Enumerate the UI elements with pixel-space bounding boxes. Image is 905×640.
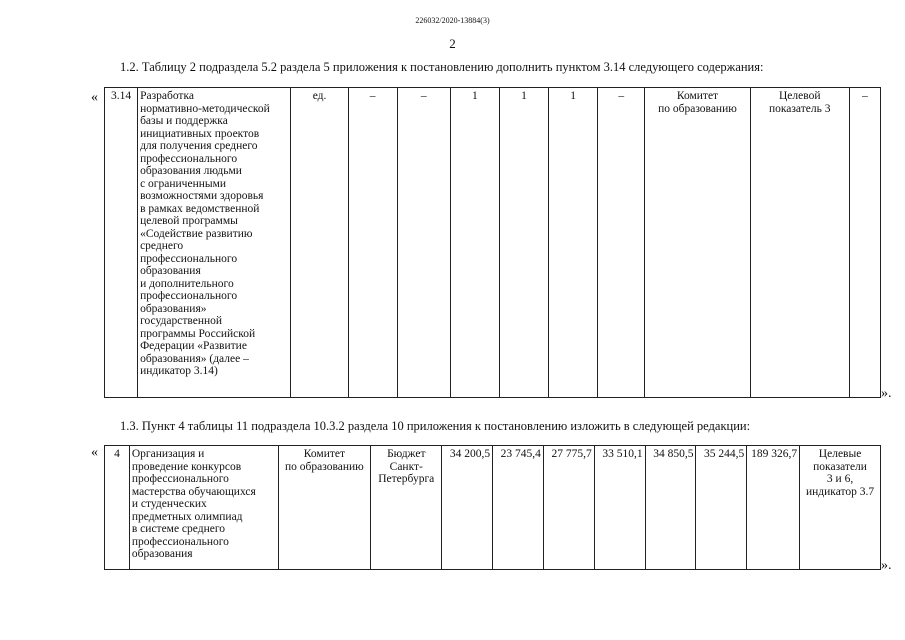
cell-executor: Комитет по образованию [645,88,750,398]
amendment-paragraph-1-2: 1.2. Таблицу 2 подраздела 5.2 раздела 5 приложения к постановлению дополнить пунктом 3.14 следующего содержания: [120,60,764,74]
cell-unit: ед. [291,88,348,398]
cell-indicators: Целевые показатели 3 и 6, индикатор 3.7 [800,446,881,570]
cell-measure-name: Разработка нормативно-методической базы и поддержка инициативных проектов для получения среднего профессионального образования людьми с ограниченными возможностями здоровья в рамках ведомственной целевой программы «Содействие развитию среднего профессионального образования и дополнительного профессионального образования» государственной программы Российской Федерации «Развитие образования» (далее – индикатор 3.14) [138,88,291,398]
cell-funding-source: Бюджет Санкт- Петербурга [371,446,442,570]
cell-total: 189 326,7 [747,446,800,570]
amendment-paragraph-1-3: 1.3. Пункт 4 таблицы 11 подраздела 10.3.2 раздела 10 приложения к постановлению изложить в следующей редакции: [120,419,751,433]
cell-value-6: – [598,88,645,398]
cell-indicator: Целевой показатель 3 [750,88,849,398]
cell-value-1: – [348,88,397,398]
table-1-open-quote: « [91,90,98,105]
cell-item-number: 4 [105,446,130,570]
cell-year-6: 35 244,5 [696,446,747,570]
cell-year-5: 34 850,5 [645,446,696,570]
cell-year-2: 23 745,4 [493,446,544,570]
table-row [105,446,881,570]
table-row [105,88,881,398]
cell-activity-name: Организация и проведение конкурсов профессионального мастерства обучающихся и студенческих предметных олимпиад в системе среднего профессионального образования [129,446,278,570]
cell-value-4: 1 [499,88,548,398]
cell-year-4: 33 510,1 [594,446,645,570]
cell-executor: Комитет по образованию [278,446,371,570]
table-1-row-3-14 [104,87,881,398]
cell-year-1: 34 200,5 [442,446,493,570]
table-2-close-quote: ». [881,558,892,573]
cell-year-3: 27 775,7 [543,446,594,570]
cell-value-3: 1 [450,88,499,398]
cell-item-number: 3.14 [105,88,138,398]
cell-value-2: – [397,88,450,398]
table-2-row-4 [104,445,881,570]
document-id: 226032/2020-13884(3) [415,16,490,25]
page-number: 2 [449,36,456,51]
table-1-close-quote: ». [881,386,892,401]
cell-value-5: 1 [549,88,598,398]
table-2-open-quote: « [91,445,98,460]
cell-note: – [849,88,880,398]
